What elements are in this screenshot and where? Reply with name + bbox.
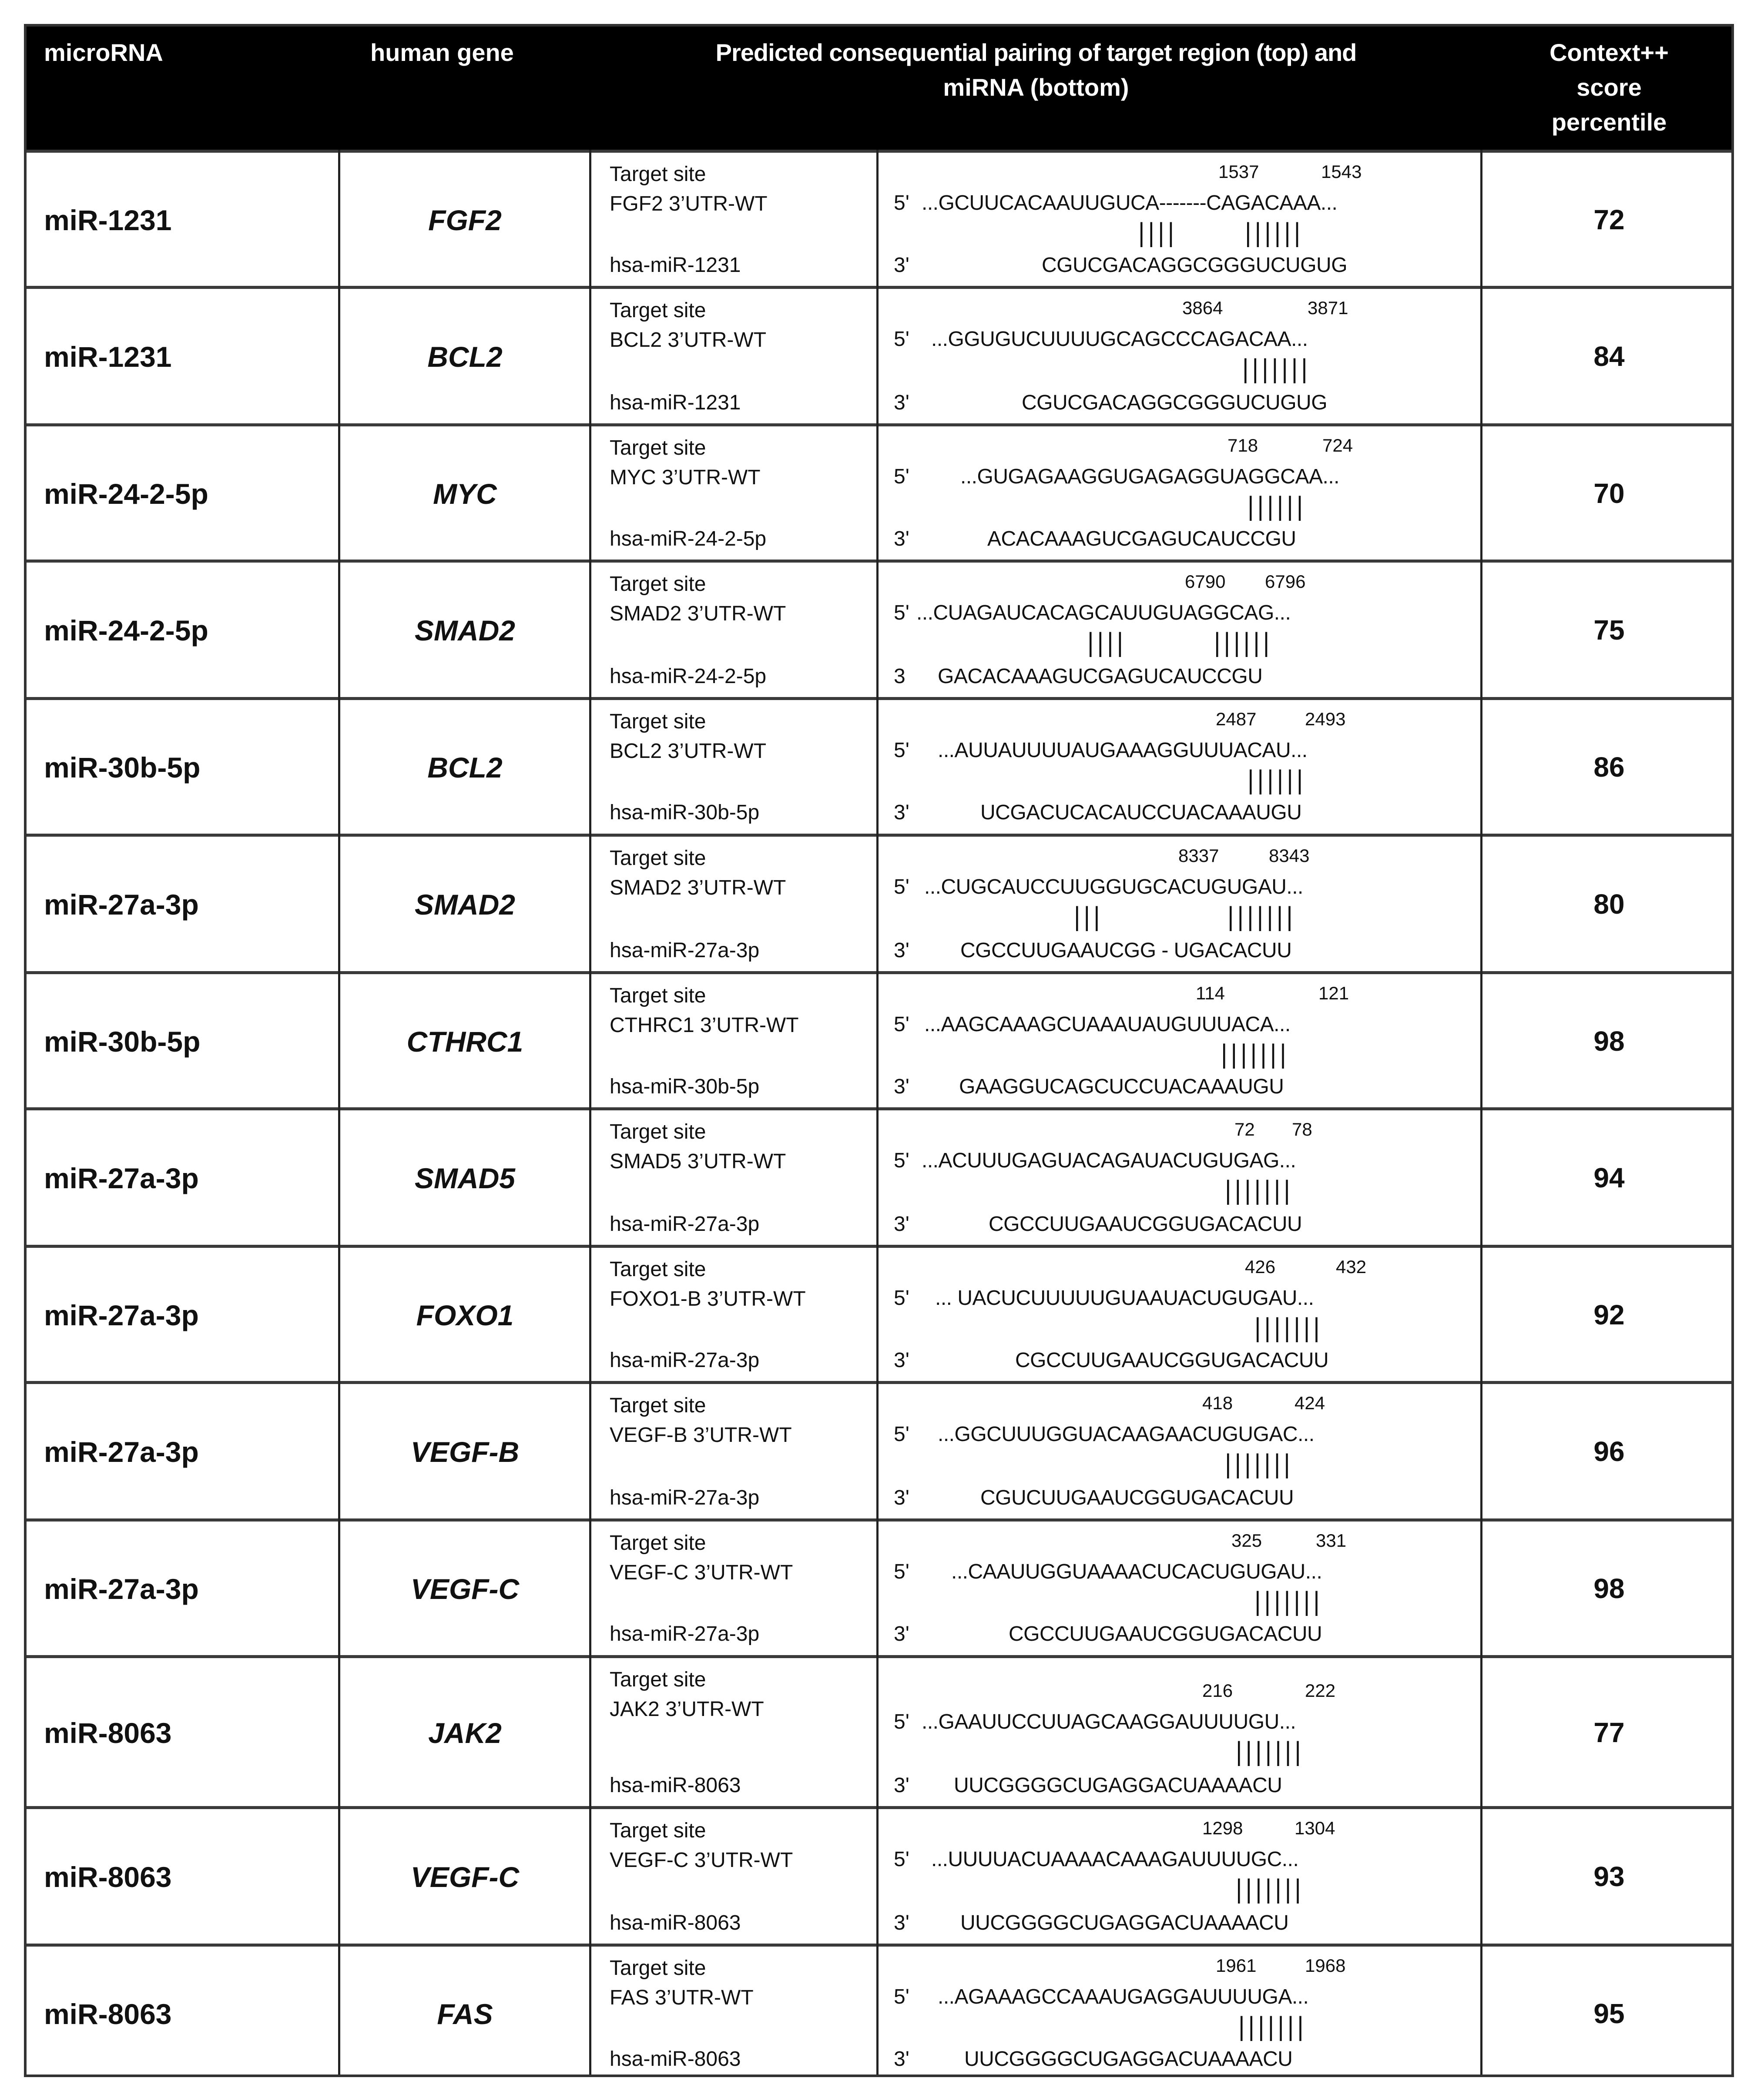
mirna-label: hsa-miR-8063: [610, 2048, 741, 2071]
base-pairing-marks: |||||||: [1227, 901, 1296, 932]
target-5prime-label: 5': [894, 875, 909, 898]
context-score: 84: [1593, 341, 1625, 372]
target-sequence: ...AAGCAAAGCUAAAUAUGUUUACA...: [924, 1013, 1291, 1036]
target-5prime-label: 5': [894, 1985, 909, 2008]
target-site-label: Target site: [610, 573, 706, 596]
mirna-3prime-label: 3': [894, 527, 909, 550]
position-start: 3864: [1182, 298, 1223, 318]
mirna-label: hsa-miR-1231: [610, 391, 741, 414]
target-sequence: ...GAAUUCCUUAGCAAGGAUUUUGU...: [922, 1710, 1296, 1733]
mirna-label: hsa-miR-24-2-5p: [610, 665, 767, 688]
utr-label: SMAD2 3’UTR-WT: [610, 602, 786, 625]
base-pairing-marks: ||||||: [1248, 490, 1307, 521]
mirna-3prime-label: 3': [894, 1622, 909, 1646]
base-pairing-marks: ||||||: [1248, 764, 1307, 795]
mirna-3prime-label: 3': [894, 1213, 909, 1236]
base-pairing-marks: |||||||: [1238, 2011, 1307, 2041]
target-sequence: ...AUUAUUUUAUGAAAGGUUUACAU...: [938, 739, 1308, 762]
target-site-label: Target site: [610, 1957, 706, 1980]
microrna-name: miR-27a-3p: [44, 1436, 199, 1468]
utr-label: MYC 3’UTR-WT: [610, 466, 761, 489]
column-divider: [338, 150, 340, 2075]
column-divider: [876, 150, 879, 2075]
context-score: 92: [1593, 1299, 1625, 1331]
mirna-sequence: UUCGGGGCUGAGGACUAAAACU: [954, 1774, 1282, 1797]
position-end: 78: [1292, 1119, 1312, 1139]
context-score: 77: [1593, 1716, 1625, 1748]
gene-name: FOXO1: [416, 1299, 514, 1331]
mirna-sequence: CGCCUUGAAUCGGUGACACUU: [1009, 1622, 1322, 1646]
position-start: 216: [1202, 1680, 1233, 1701]
mirna-3prime-label: 3': [894, 1911, 909, 1934]
table-row: [27, 1655, 1731, 1806]
utr-label: VEGF-C 3’UTR-WT: [610, 1561, 793, 1584]
header-score-line1: Context++: [1549, 39, 1669, 66]
position-start: 2487: [1216, 709, 1257, 729]
microrna-name: miR-8063: [44, 1716, 172, 1749]
target-5prime-label: 5': [894, 328, 909, 351]
mirna-label: hsa-miR-27a-3p: [610, 1486, 760, 1509]
mirna-3prime-label: 3': [894, 1075, 909, 1098]
position-start: 325: [1231, 1530, 1262, 1551]
mirna-label: hsa-miR-24-2-5p: [610, 527, 767, 550]
target-site-label: Target site: [610, 1668, 706, 1691]
mirna-sequence: GAAGGUCAGCUCCUACAAAUGU: [959, 1075, 1284, 1098]
utr-label: BCL2 3’UTR-WT: [610, 740, 767, 763]
mirna-3prime-label: 3': [894, 1486, 909, 1509]
position-end: 3871: [1308, 298, 1348, 318]
target-site-label: Target site: [610, 1532, 706, 1555]
utr-label: FGF2 3’UTR-WT: [610, 192, 768, 215]
table-row: [27, 1107, 1731, 1245]
mirna-3prime-label: 3': [894, 1774, 909, 1797]
target-5prime-label: 5': [894, 1848, 909, 1871]
position-start: 1537: [1218, 161, 1259, 182]
position-start: 426: [1245, 1257, 1276, 1277]
gene-name: BCL2: [427, 751, 503, 784]
position-end: 331: [1316, 1530, 1347, 1551]
table-row: [27, 697, 1731, 833]
microrna-name: miR-8063: [44, 1861, 172, 1893]
table-row: [27, 1518, 1731, 1655]
target-5prime-label: 5': [894, 601, 909, 624]
target-5prime-label: 5': [894, 739, 909, 762]
mirna-target-table: [24, 24, 1734, 2077]
utr-label: CTHRC1 3’UTR-WT: [610, 1014, 799, 1037]
utr-label: VEGF-B 3’UTR-WT: [610, 1424, 792, 1447]
gene-name: BCL2: [427, 341, 503, 373]
base-pairing-marks: |||||||: [1221, 1038, 1290, 1069]
position-end: 1543: [1321, 161, 1362, 182]
microrna-name: miR-27a-3p: [44, 1162, 199, 1194]
mirna-label: hsa-miR-27a-3p: [610, 1349, 760, 1372]
position-end: 1968: [1305, 1955, 1346, 1976]
microrna-name: miR-30b-5p: [44, 751, 201, 784]
mirna-label: hsa-miR-8063: [610, 1774, 741, 1797]
microrna-name: miR-1231: [44, 341, 172, 373]
context-score: 86: [1593, 751, 1625, 783]
table-row: [27, 150, 1731, 286]
microrna-name: miR-1231: [44, 204, 172, 236]
base-pairing-marks: |||||||: [1225, 1174, 1294, 1205]
position-start: 114: [1196, 983, 1225, 1003]
position-end: 432: [1336, 1257, 1367, 1277]
target-5prime-label: 5': [894, 1423, 909, 1446]
target-sequence: ...ACUUUGAGUACAGAUACUGUGAG...: [922, 1149, 1296, 1172]
table-row: [27, 286, 1731, 423]
mirna-sequence: GACACAAAGUCGAGUCAUCCGU: [938, 665, 1263, 688]
position-end: 424: [1294, 1393, 1325, 1413]
mirna-sequence: CGCCUUGAAUCGGUGACACUU: [989, 1213, 1302, 1236]
target-sequence: ...GGCUUUGGUACAAGAACUGUGAC...: [938, 1423, 1315, 1446]
table-row: [27, 971, 1731, 1107]
position-start: 1961: [1216, 1955, 1257, 1976]
mirna-label: hsa-miR-27a-3p: [610, 1622, 760, 1646]
context-score: 95: [1593, 1997, 1625, 2029]
base-pairing-marks: |||||||: [1242, 353, 1311, 384]
table-row: [27, 834, 1731, 971]
mirna-label: hsa-miR-8063: [610, 1911, 741, 1934]
table-header: [27, 27, 1731, 150]
context-score: 72: [1593, 204, 1625, 235]
table-row: [27, 1944, 1731, 2080]
gene-name: VEGF-C: [410, 1572, 520, 1605]
gene-name: FAS: [437, 1997, 493, 2030]
position-start: 718: [1227, 435, 1258, 456]
position-start: 72: [1234, 1119, 1255, 1139]
mirna-3prime-label: 3': [894, 801, 909, 824]
target-5prime-label: 5': [894, 1560, 909, 1583]
mirna-3prime-label: 3': [894, 939, 909, 962]
base-pairing-marks: ||||||: [1245, 217, 1304, 248]
table-row: [27, 423, 1731, 560]
microrna-name: miR-30b-5p: [44, 1025, 201, 1058]
target-5prime-label: 5': [894, 465, 909, 488]
base-pairing-marks: |||||||: [1236, 1873, 1305, 1904]
context-score: 98: [1593, 1025, 1625, 1057]
mirna-3prime-label: 3': [894, 254, 909, 277]
mirna-3prime-label: 3': [894, 391, 909, 414]
gene-name: SMAD2: [414, 614, 516, 647]
microrna-name: miR-24-2-5p: [44, 477, 208, 510]
target-site-label: Target site: [610, 436, 706, 459]
target-sequence: ... UACUCUUUUUGUAAUACUGUGAU...: [935, 1287, 1314, 1310]
target-site-label: Target site: [610, 163, 706, 186]
target-5prime-label: 5': [894, 1287, 909, 1310]
gene-name: CTHRC1: [406, 1025, 523, 1058]
header-score-line3: percentile: [1551, 108, 1667, 136]
microrna-name: miR-24-2-5p: [44, 614, 208, 647]
gene-name: MYC: [433, 477, 497, 510]
target-site-label: Target site: [610, 1394, 706, 1417]
header-score-line2: score: [1576, 74, 1642, 101]
target-sequence: ...GCUUCACAAUUGUCA-------CAGACAAA...: [922, 191, 1338, 214]
gene-name: VEGF-C: [410, 1861, 520, 1893]
context-score: 98: [1593, 1572, 1625, 1604]
position-start: 1298: [1202, 1818, 1243, 1838]
context-score: 70: [1593, 477, 1625, 509]
mirna-sequence: CGCCUUGAAUCGG - UGACACUU: [960, 939, 1292, 962]
base-pairing-marks: ||||: [1138, 217, 1178, 248]
mirna-3prime-label: 3': [894, 2048, 909, 2071]
mirna-sequence: CGUCUUGAAUCGGUGACACUU: [980, 1486, 1294, 1509]
target-sequence: ...AGAAAGCCAAAUGAGGAUUUUGA...: [938, 1985, 1309, 2008]
base-pairing-marks: |||||||: [1254, 1312, 1323, 1343]
column-divider: [589, 150, 591, 2075]
target-sequence: ...GUGAGAAGGUGAGAGGUAGGCAA...: [960, 465, 1339, 488]
base-pairing-marks: |||||||: [1254, 1585, 1323, 1616]
position-start: 418: [1202, 1393, 1233, 1413]
header-pairing-line1: Predicted consequential pairing of target region (top) and: [715, 39, 1357, 66]
position-end: 2493: [1305, 709, 1346, 729]
mirna-label: hsa-miR-27a-3p: [610, 939, 760, 962]
mirna-sequence: ACACAAAGUCGAGUCAUCCGU: [987, 527, 1296, 550]
gene-name: JAK2: [428, 1716, 502, 1749]
base-pairing-marks: |||||||: [1225, 1448, 1294, 1479]
mirna-label: hsa-miR-1231: [610, 254, 741, 277]
context-score: 93: [1593, 1861, 1625, 1892]
utr-label: SMAD2 3’UTR-WT: [610, 876, 786, 899]
utr-label: BCL2 3’UTR-WT: [610, 328, 767, 352]
target-site-label: Target site: [610, 710, 706, 733]
gene-name: VEGF-B: [410, 1436, 520, 1468]
microrna-name: miR-27a-3p: [44, 1299, 199, 1331]
target-sequence: ...GGUGUCUUUUGCAGCCCAGACAA...: [931, 328, 1308, 351]
gene-name: FGF2: [428, 204, 502, 236]
base-pairing-marks: |||||||: [1236, 1736, 1305, 1766]
table-row: [27, 1806, 1731, 1944]
microrna-name: miR-8063: [44, 1997, 172, 2030]
table-row: [27, 1245, 1731, 1381]
target-site-label: Target site: [610, 1258, 706, 1281]
column-divider: [1480, 150, 1482, 2075]
mirna-label: hsa-miR-27a-3p: [610, 1213, 760, 1236]
target-site-label: Target site: [610, 1819, 706, 1842]
microrna-name: miR-27a-3p: [44, 888, 199, 921]
target-5prime-label: 5': [894, 1149, 909, 1172]
context-score: 96: [1593, 1436, 1625, 1467]
gene-name: SMAD2: [414, 888, 516, 921]
target-site-label: Target site: [610, 847, 706, 870]
mirna-label: hsa-miR-30b-5p: [610, 801, 760, 824]
target-5prime-label: 5': [894, 1013, 909, 1036]
context-score: 75: [1593, 614, 1625, 646]
position-end: 724: [1322, 435, 1353, 456]
mirna-sequence: UUCGGGGCUGAGGACUAAAACU: [960, 1911, 1289, 1934]
target-sequence: ...CUGCAUCCUUGGUGCACUGUGAU...: [924, 875, 1303, 898]
position-end: 222: [1305, 1680, 1336, 1701]
target-site-label: Target site: [610, 1120, 706, 1143]
mirna-3prime-label: 3': [894, 1349, 909, 1372]
base-pairing-marks: ||||: [1087, 627, 1127, 657]
position-end: 121: [1318, 983, 1349, 1003]
utr-label: JAK2 3’UTR-WT: [610, 1698, 764, 1721]
header-pairing-line2: miRNA (bottom): [943, 74, 1129, 101]
target-sequence: ...CUAGAUCACAGCAUUGUAGGCAG...: [916, 601, 1291, 624]
gene-name: SMAD5: [414, 1162, 516, 1194]
table-row: [27, 1381, 1731, 1518]
mirna-sequence: UUCGGGGCUGAGGACUAAAACU: [964, 2048, 1293, 2071]
mirna-3prime-label: 3: [894, 665, 905, 688]
position-end: 8343: [1269, 845, 1310, 866]
context-score: 94: [1593, 1162, 1625, 1193]
utr-label: VEGF-C 3’UTR-WT: [610, 1849, 793, 1872]
mirna-sequence: CGUCGACAGGCGGGUCUGUG: [1022, 391, 1328, 414]
mirna-sequence: CGUCGACAGGCGGGUCUGUG: [1042, 254, 1348, 277]
target-sequence: ...UUUUACUAAAACAAAGAUUUUGC...: [931, 1848, 1299, 1871]
mirna-sequence: CGCCUUGAAUCGGUGACACUU: [1015, 1349, 1329, 1372]
target-5prime-label: 5': [894, 191, 909, 214]
microrna-name: miR-27a-3p: [44, 1572, 199, 1605]
target-site-label: Target site: [610, 984, 706, 1007]
header-human-gene: human gene: [370, 39, 514, 66]
mirna-label: hsa-miR-30b-5p: [610, 1075, 760, 1098]
position-end: 6796: [1265, 571, 1306, 592]
table-row: [27, 560, 1731, 697]
target-sequence: ...CAAUUGGUAAAACUCACUGUGAU...: [951, 1560, 1322, 1583]
base-pairing-marks: |||: [1074, 901, 1103, 932]
base-pairing-marks: ||||||: [1214, 627, 1273, 657]
target-5prime-label: 5': [894, 1710, 909, 1733]
header-microrna: microRNA: [44, 39, 163, 66]
utr-label: FOXO1-B 3’UTR-WT: [610, 1287, 806, 1310]
utr-label: SMAD5 3’UTR-WT: [610, 1150, 786, 1173]
context-score: 80: [1593, 888, 1625, 920]
position-start: 6790: [1185, 571, 1226, 592]
mirna-sequence: UCGACUCACAUCCUACAAAUGU: [980, 801, 1302, 824]
target-site-label: Target site: [610, 299, 706, 322]
position-start: 8337: [1178, 845, 1219, 866]
position-end: 1304: [1294, 1818, 1335, 1838]
utr-label: FAS 3’UTR-WT: [610, 1986, 754, 2009]
